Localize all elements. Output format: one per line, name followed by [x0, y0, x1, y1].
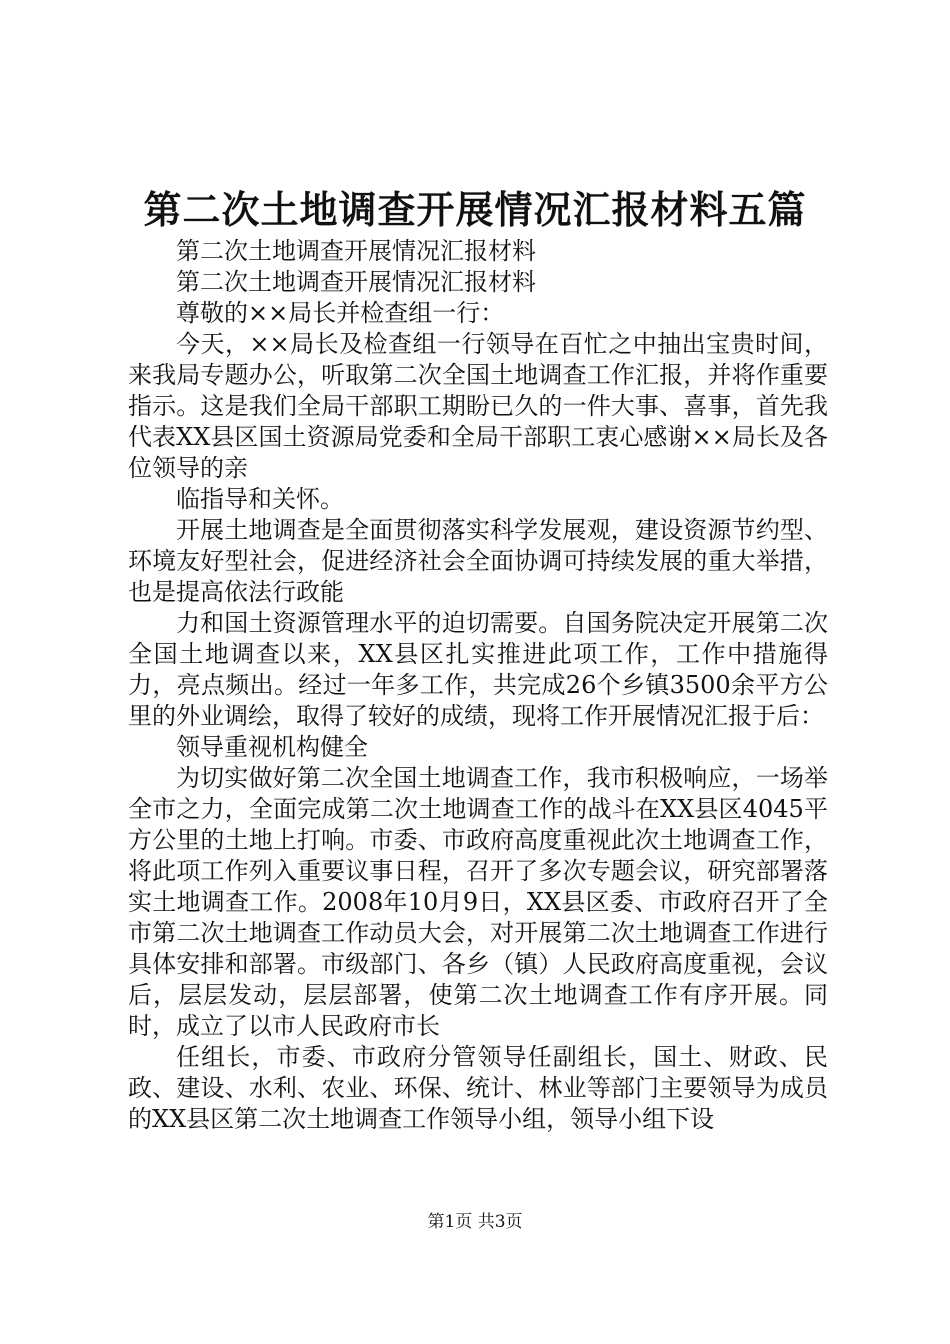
- paragraph: 第二次土地调查开展情况汇报材料: [176, 237, 536, 265]
- paragraph: 第二次土地调查开展情况汇报材料: [176, 268, 536, 296]
- section-heading: 领导重视机构健全: [176, 733, 368, 761]
- paragraph: 尊敬的××局长并检查组一行：: [176, 299, 505, 327]
- paragraph: 今天，××局长及检查组一行领导在百忙之中抽出宝贵时间，来我局专题办公，听取第二次全国土地调查工作汇报，并将作重要指示。这是我们全局干部职工期盼已久的一件大事、喜事，首先我代表XX县区国土资源局党委和全局干部职工衷心感谢××局长及各位领导的亲: [128, 330, 828, 482]
- paragraph: 任组长，市委、市政府分管领导任副组长，国土、财政、民政、建设、水利、农业、环保、统计、林业等部门主要领导为成员的XX县区第二次土地调查工作领导小组，领导小组下设: [128, 1043, 828, 1133]
- paragraph: 力和国土资源管理水平的迫切需要。自国务院决定开展第二次全国土地调查以来，XX县区扎实推进此项工作，工作中措施得力，亮点频出。经过一年多工作，共完成26个乡镇3500余平方公里的外业调绘，取得了较好的成绩，现将工作开展情况汇报于后：: [128, 609, 828, 730]
- paragraph: 开展土地调查是全面贯彻落实科学发展观，建设资源节约型、环境友好型社会，促进经济社会全面协调可持续发展的重大举措，也是提高依法行政能: [128, 516, 828, 606]
- paragraph: 为切实做好第二次全国土地调查工作，我市积极响应，一场举全市之力，全面完成第二次土地调查工作的战斗在XX县区4045平方公里的土地上打响。市委、市政府高度重视此次土地调查工作，将此项工作列入重要议事日程，召开了多次专题会议，研究部署落实土地调查工作。2008年10月9日，XX县区委、市政府召开了全市第二次土地调查工作动员大会，对开展第二次土地调查工作进行具体安排和部署。市级部门、各乡（镇）人民政府高度重视，会议后，层层发动，层层部署，使第二次土地调查工作有序开展。同时，成立了以市人民政府市长: [128, 764, 828, 1040]
- document-body: [128, 236, 828, 1135]
- page-footer: 第1页 共3页: [427, 1212, 523, 1232]
- paragraph: 临指导和关怀。: [176, 485, 344, 513]
- document-title: 第二次土地调查开展情况汇报材料五篇: [143, 187, 807, 232]
